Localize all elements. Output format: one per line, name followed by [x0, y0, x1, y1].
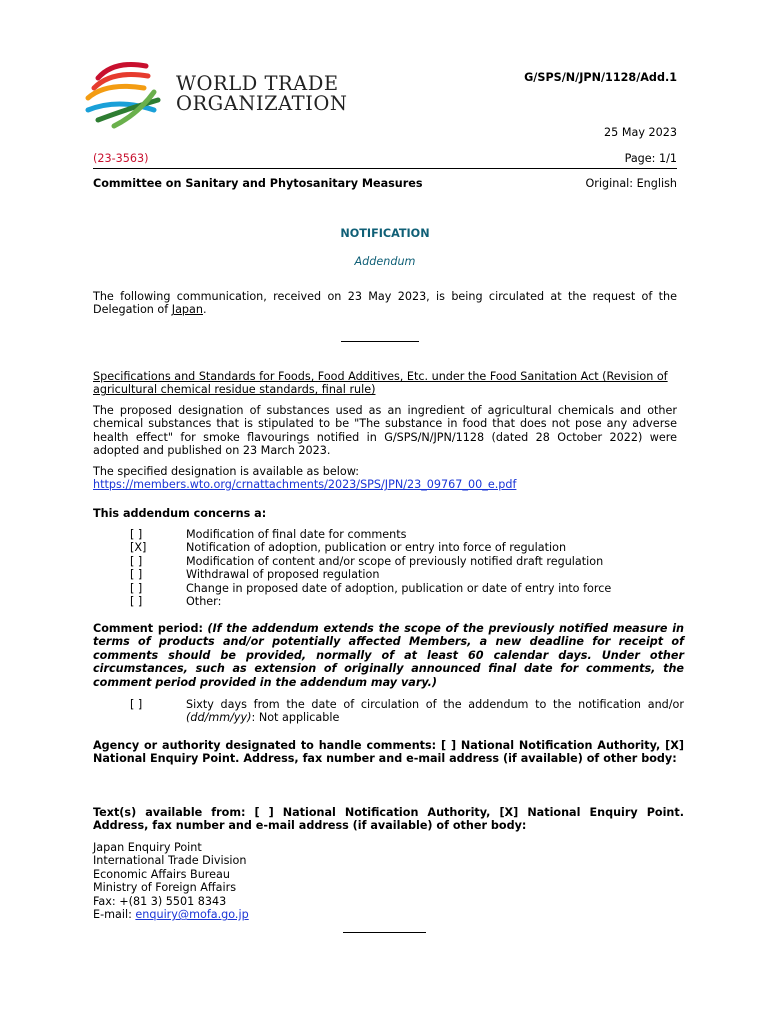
separator-line: [341, 341, 419, 342]
email-link[interactable]: enquiry@mofa.go.jp: [135, 908, 249, 922]
address-line: Ministry of Foreign Affairs: [93, 881, 237, 895]
comment-period-label: Comment period:: [93, 622, 203, 635]
checkbox: [ ]: [130, 594, 143, 608]
wto-logo: [84, 58, 166, 130]
checkbox: [ ]: [130, 568, 143, 582]
original-language: Original: English: [585, 177, 677, 190]
concerns-heading: This addendum concerns a:: [93, 507, 267, 520]
checkbox: [X]: [130, 541, 147, 555]
email-line: E-mail: enquiry@mofa.go.jp: [93, 908, 249, 922]
header-divider: [93, 168, 677, 169]
measure-title: Specifications and Standards for Foods, Food Additives, Etc. under the Food Sanitation Act (Revision of agricultural chemical residue standards, final rule): [93, 370, 668, 397]
list-item: [ ] Withdrawal of proposed regulation: [130, 568, 380, 582]
end-separator: [343, 932, 426, 933]
document-symbol: G/SPS/N/JPN/1128/Add.1: [524, 71, 677, 84]
org-name-line1: WORLD TRADE: [176, 72, 339, 95]
checkbox: [ ]: [130, 528, 143, 541]
notification-heading: NOTIFICATION: [340, 227, 430, 240]
page-number: Page: 1/1: [624, 152, 677, 165]
list-item: [X] Notification of adoption, publication or entry into force of regulation: [130, 541, 567, 555]
list-item: [ ] Modification of final date for comments: [130, 528, 407, 541]
comment-period-note: (If the addendum extends the scope of the previously notified measure in terms of products and/or potentially affected Members, a new deadline for receipt of comments should be provided, normally of at least 60 calendar days. Under other circumstances, such as extension of originally announced final date for comments, the comment period provided in the addendum may vary.): [93, 622, 684, 689]
document-date: 25 May 2023: [604, 126, 677, 139]
org-name-line2: ORGANIZATION: [176, 92, 348, 115]
list-item: [ ] Change in proposed date of adoption, publication or date of entry into force: [130, 581, 612, 595]
reference-number: (23-3563): [93, 152, 149, 165]
fax-line: Fax: +(81 3) 5501 8343: [93, 894, 227, 908]
contact-address: [93, 841, 249, 921]
list-item: [ ] Other:: [130, 594, 222, 608]
agency-paragraph: Agency or authority designated to handle comments: [ ] National Notification Authority, [X] National Enquiry Point. Address, fax number and e-mail address (if available) of other body:: [93, 739, 684, 766]
comment-option-box: [ ]: [130, 698, 143, 711]
document-link[interactable]: https://members.wto.org/crnattachments/2023/SPS/JPN/23_09767_00_e.pdf: [93, 478, 517, 491]
comment-option-text: Sixty days from the date of circulation of the addendum to the notification and/or (dd/mm/yy): Not applicable: [186, 698, 684, 725]
address-line: Japan Enquiry Point: [93, 841, 202, 854]
list-item: [ ] Modification of content and/or scope of previously notified draft regulation: [130, 554, 604, 568]
wto-swirl-icon: [84, 58, 166, 130]
texts-available-paragraph: Text(s) available from: [ ] National Notification Authority, [X] National Enquiry Point. Address, fax number and e-mail address (if available) of other body:: [93, 806, 684, 833]
country-name: Japan: [171, 303, 203, 317]
checkbox: [ ]: [130, 554, 143, 568]
checkbox: [ ]: [130, 581, 143, 595]
designation-text: The specified designation is available as below:: [93, 465, 360, 478]
intro-paragraph: The following communication, received on 23 May 2023, is being circulated at the request of the Delegation of Japan.: [93, 290, 677, 317]
addendum-subheading: Addendum: [354, 255, 416, 268]
concerns-list: [130, 528, 611, 608]
committee-name: Committee on Sanitary and Phytosanitary Measures: [93, 177, 423, 190]
address-line: Economic Affairs Bureau: [93, 867, 230, 881]
description-paragraph: The proposed designation of substances used as an ingredient of agricultural chemicals and other chemical substances that is stipulated to be "The substance in food that does not pose any adverse health effect" for smoke flavourings notified in G/SPS/N/JPN/1128 (dated 28 October 2022) were adopted and published on 23 March 2023.: [93, 404, 677, 458]
address-line: International Trade Division: [93, 854, 247, 868]
comment-period: [93, 622, 684, 689]
